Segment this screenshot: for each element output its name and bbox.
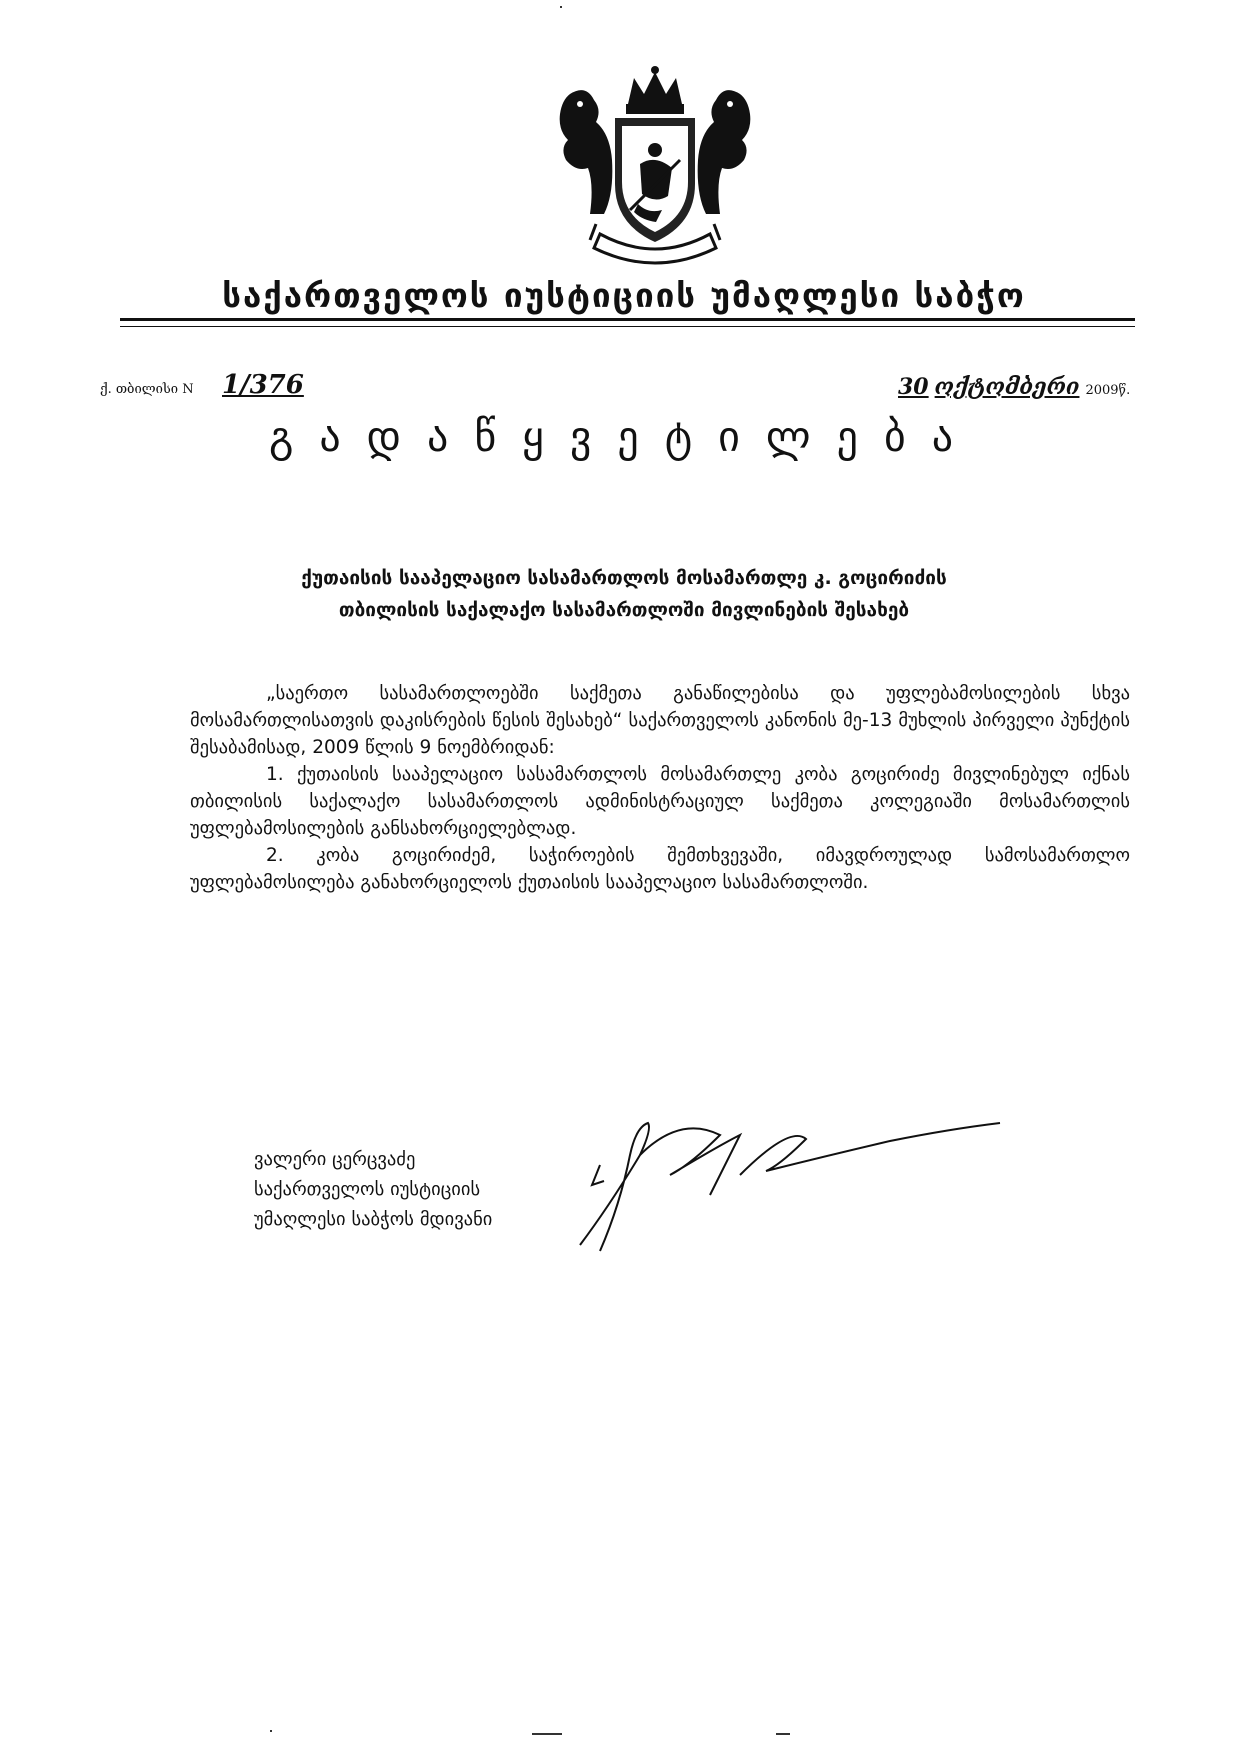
document-title: გადაწყვეტილება — [268, 412, 980, 461]
scan-artifact — [776, 1733, 790, 1735]
scan-artifact — [270, 1730, 272, 1732]
signer-block — [254, 1145, 492, 1235]
document-subject — [220, 562, 1028, 626]
scan-artifact — [560, 6, 562, 8]
document-body — [190, 680, 1130, 896]
list-item: 1. ქუთაისის სააპელაციო სასამართლოს მოსამართლე კობა გოცირიძე მივლინებულ იქნას თბილისის საქალაქო სასამართლოს ადმინისტრაციულ საქმეთა კოლეგიაში მოსამართლის უფლებამოსილების განსახორციელებლად. — [190, 764, 1130, 839]
document-number: 1/376 — [222, 370, 304, 400]
coat-of-arms-emblem — [530, 64, 780, 274]
header-rule — [120, 318, 1135, 321]
header-rule-thin — [120, 326, 1135, 327]
crown-icon — [626, 66, 684, 114]
signer-title: საქართველოს იუსტიციის — [254, 1179, 481, 1200]
left-lion-icon — [560, 90, 613, 214]
signer-name: ვალერი ცერცვაძე — [254, 1149, 416, 1170]
list-item: 2. კობა გოცირიძემ, საჭიროების შემთხვევაში, იმავდროულად სამოსამართლო უფლებამოსილება განახორციელოს ქუთაისის სააპელაციო სასამართლოში. — [190, 845, 1130, 893]
date-line — [898, 374, 1130, 400]
subject-line: ქუთაისის სააპელაციო სასამართლოს მოსამართლე კ. გოცირიძის — [301, 567, 947, 589]
date-month: ოქტომბერი — [934, 374, 1080, 400]
scan-artifact — [532, 1733, 562, 1735]
organization-name: საქართველოს იუსტიციის უმაღლესი საბჭო — [222, 276, 1026, 315]
date-day: 30 — [898, 374, 929, 400]
signer-title: უმაღლესი საბჭოს მდივანი — [254, 1209, 493, 1230]
handwritten-signature — [570, 1115, 1010, 1255]
city-number-label: ქ. თბილისი N — [100, 382, 194, 397]
date-year: 2009წ. — [1085, 383, 1131, 398]
intro-paragraph: „საერთო სასამართლოებში საქმეთა განაწილებისა და უფლებამოსილების სხვა მოსამართლისათვის დაკისრების წესის შესახებ“ საქართველოს კანონის მე-13 მუხლის პირველი პუნქტის შესაბამისად, 2009 წლის 9 ნოემბრიდან: — [190, 683, 1130, 758]
right-lion-icon — [698, 90, 751, 214]
subject-line: თბილისის საქალაქო სასამართლოში მივლინების შესახებ — [338, 599, 910, 621]
